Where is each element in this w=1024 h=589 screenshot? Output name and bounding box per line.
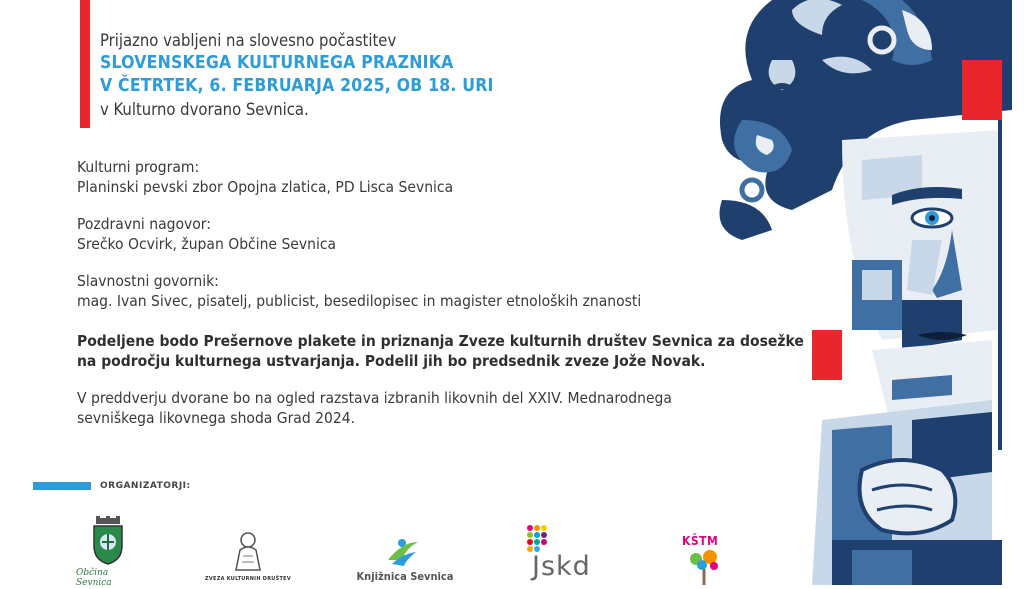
event-title: SLOVENSKEGA KULTURNEGA PRAZNIKA <box>100 53 454 73</box>
exhibition-line-1: V preddverju dvorane bo na ogled razstava izbranih likovnih del XXIV. Mednarodnega <box>77 389 672 407</box>
kstm-caption: KŠTM <box>682 534 719 548</box>
right-margin <box>1012 0 1024 585</box>
event-date-time: V ČETRTEK, 6. FEBRUARJA 2025, OB 18. URI <box>100 76 494 96</box>
zkd-caption: ZVEZA KULTURNIH DRUŠTEV <box>205 576 291 582</box>
obcina-sevnica-caption: Občina Sevnica <box>76 568 112 588</box>
jskd-caption: Jskd <box>532 551 591 582</box>
keynote-speaker-label: Slavnostni govornik: <box>77 272 219 290</box>
invitation-line-1: Prijazno vabljeni na slovesno počastitev <box>100 31 397 50</box>
cultural-program-text: Planinski pevski zbor Opojna zlatica, PD Lisca Sevnica <box>77 178 454 196</box>
knjiznica-sevnica-logo <box>352 536 458 585</box>
keynote-speaker-text: mag. Ivan Sivec, pisatelj, publicist, besedilopisec in magister etnoloških znanosti <box>77 292 642 310</box>
knjiznica-sevnica-caption: Knjižnica Sevnica <box>356 570 454 583</box>
greeting-speech-text: Srečko Ocvirk, župan Občine Sevnica <box>77 235 337 253</box>
organizers-label: ORGANIZATORJI: <box>100 481 191 491</box>
exhibition-line-2: sevniškega likovnega shoda Grad 2024. <box>77 409 356 427</box>
jskd-logo <box>518 522 618 585</box>
awards-line-2: na področju kulturnega ustvarjanja. Podelil jih bo predsednik zveze Jože Novak. <box>77 352 706 370</box>
event-venue: v Kulturno dvorano Sevnica. <box>100 100 309 119</box>
organizers-accent-bar <box>33 482 91 490</box>
obcina-sevnica-logo <box>76 516 146 588</box>
cultural-program-label: Kulturni program: <box>77 158 200 176</box>
red-accent-bar <box>80 0 90 128</box>
invitation-header <box>100 29 660 121</box>
portrait-artwork <box>712 0 1012 585</box>
greeting-speech-label: Pozdravni nagovor: <box>77 215 211 233</box>
awards-line-1: Podeljene bodo Prešernove plakete in priznanja Zveze kulturnih društev Sevnica za dosežke <box>77 332 804 350</box>
zkd-logo <box>205 530 291 585</box>
